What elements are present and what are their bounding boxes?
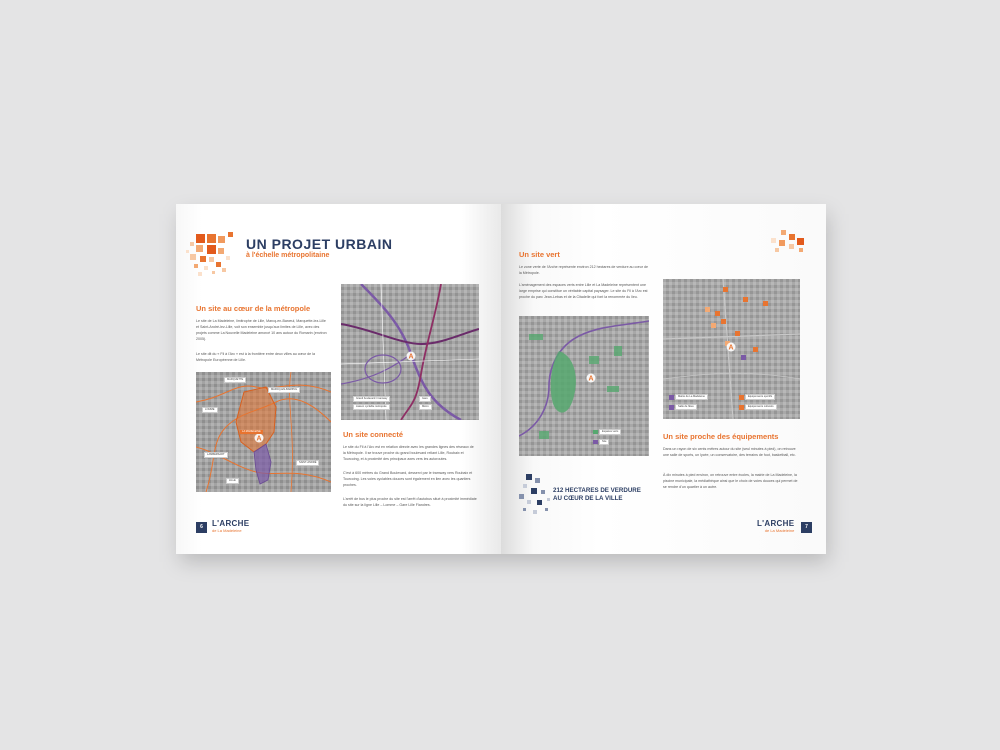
map3-legend-site: Site [599,439,609,445]
paragraph-vert-2: L'aménagement des espaces verts entre Lille et La Madeleine représentent une large emprise qui constitue un véritable capital paysager. Le site du Fil à l'Arc est proche du parc Jean-Lebas et de la Citadelle qui font la renommée du lieu. [519,283,648,299]
map2-legend-boulevard: Grand boulevard / tramway [353,396,390,402]
stat-line-1: 212 HECTARES DE VERDURE [553,487,641,494]
stat-line-2: AU CŒUR DE LA VILLE [553,495,623,502]
logo-sub-right: de La Madeleine [764,528,795,533]
logo-right [757,520,794,533]
paragraph-metropole-1: Le site de La Madeleine, limitrophe de Lille, Marcq-en-Barœul, Marquette-lez-Lille et Saint-André-lez-Lille, voit son ensemble jusqu'aux limites de Lille, avec des projets comme La Nouvelle Madeleine amorcé 10 ans autour du Romarin (environ 2005). [196,319,327,341]
map2-marker: A [408,353,414,361]
right-page [501,204,826,554]
page-number-right: 7 [801,522,812,533]
page-number-left: 6 [196,522,207,533]
map-metropole [196,372,331,492]
map1-label-saint-andre: SAINT-ANDRÉ [296,460,319,466]
page-title: UN PROJET URBAIN [246,236,393,252]
section-heading-metropole: Un site au cœur de la métropole [196,304,311,313]
paragraph-metropole-2: Le site dit du « Fil à l'Arc » est à la frontière entre deux villes au cœur de la Métropole Européenne de Lille. [196,352,315,362]
logo-main-right: L'ARCHE [757,519,795,528]
map-transport [341,284,479,420]
map1-label-lomme: LOMME [202,407,218,413]
map1-label-madeleine: LA MADELEINE [242,430,261,433]
paragraph-vert-1: Le zone verte de l'Arche représente environ 212 hectares de verdure au cœur de la Métropole. [519,265,648,275]
map4-legend-mairie: Mairie de La Madeleine [675,394,708,400]
paragraph-connecte-1: Le site du Fil à l'Arc est en relation directe avec les grandes lignes des réseaux de la Métropole. Il se trouve proche du grand boulevard reliant Lille, Roubaix et Tourcoing, et à proximité des principaux axes vers les autoroutes. [343,445,474,461]
map2-legend-cyclable: Liaison cyclable métropole [353,404,390,410]
map4-marker: A [728,344,734,352]
paragraph-connecte-3: L'arrêt de bus le plus proche du site est l'arrêt d'autobus situé à proximité immédiate du site sur la ligne Lille – Lomme – Gare Lille Flandres. [343,497,477,507]
map3-marker: A [588,375,594,383]
section-heading-equipements: Un site proche des équipements [663,432,779,441]
map1-label-marquette: MARQUETTE [224,377,246,383]
stat-block [553,487,668,503]
map4-legend-sport: Équipements sportifs [745,394,775,400]
page-subtitle: à l'échelle métropolitaine [246,252,330,259]
map1-label-lambersart: LAMBERSART [204,452,228,458]
title-block [246,237,392,260]
map4-legend-culture: Équipements culturels [745,404,777,410]
map-equipements [663,279,800,419]
left-page [176,204,501,554]
logo-left [212,520,249,533]
map1-marker: A [256,435,262,443]
paragraph-equipements-1: Dans un rayon de six cents mètres autour du site (seul minutes à pied), on retrouve une salle de sports, un lycée, un conservatoire, des terrains de foot, basketball, etc. [663,447,796,457]
paragraph-equipements-2: À dix minutes à pied environ, on retrouve entre écoles, la mairie de La Madeleine, la piscine municipale, la médiathèque ainsi que le choix de voies douces qui permet de se rendre d'un quartier à un autre. [663,473,798,489]
map-green [519,316,649,456]
map1-label-lille: LILLE [226,478,239,484]
map4-legend-salle: Salle de fêtes [675,404,697,410]
logo-sub: de La Madeleine [212,528,242,533]
map2-legend-gare: Gare [419,396,431,402]
map2-legend-metro: Métro [419,404,432,410]
map3-legend-green: Espaces verts [599,429,621,435]
section-heading-connecte: Un site connecté [343,430,404,439]
section-heading-vert: Un site vert [519,250,560,259]
logo-main: L'ARCHE [212,519,250,528]
paragraph-connecte-2: C'est à 600 mètres du Grand Boulevard, desservi par le tramway vers Roubaix et Tourcoing. Les voies cyclables douces sont également en lien avec les quartiers proches. [343,471,473,487]
map1-label-marcq: MARCQ-EN-BARŒUL [268,387,300,393]
